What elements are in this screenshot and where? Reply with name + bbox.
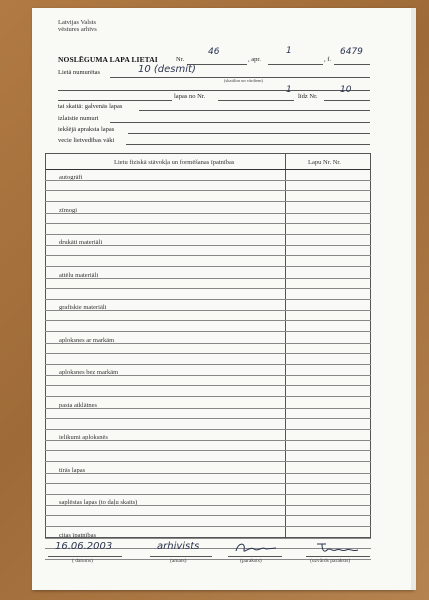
date-line: [48, 556, 122, 557]
table-row-rule: [45, 299, 371, 300]
name-caption: (uzvārds paraksts): [310, 558, 351, 564]
table-row-rule: [45, 331, 371, 332]
pages-prefix-line: [58, 100, 172, 101]
inventory-label: , apr.: [248, 56, 261, 63]
table-row-rule: [45, 408, 371, 409]
pages-from-label: lapas no Nr.: [174, 93, 206, 100]
inventory-line: [268, 64, 323, 65]
table-row-label: tīrās lapas: [59, 466, 86, 474]
sheet-edge: [411, 8, 416, 590]
table-row-rule: [45, 180, 371, 181]
numbered-label: Lietā numurētas: [58, 69, 101, 76]
skipped-numbers-label: izlaistie numuri: [58, 115, 99, 122]
inner-list-label: iekšējā apraksta lapas: [58, 126, 115, 133]
table-row-label: attēlu materiāli: [59, 271, 99, 279]
table-row-label: saplēstas lapas (to daļu skaits): [59, 499, 138, 506]
table-row-rule: [45, 213, 371, 214]
position-value: arhivists: [157, 541, 200, 552]
table-row-rule: [45, 364, 371, 365]
old-covers-label: vecie lietvedības vāki: [58, 137, 115, 144]
signature-mark: [232, 540, 278, 556]
fund-value: 6479: [340, 47, 363, 57]
table-row-label: pasta atklātnes: [59, 401, 98, 409]
pages-from-value: 1: [286, 85, 292, 95]
table-row-rule: [45, 505, 371, 506]
table-row-rule: [45, 526, 371, 527]
signature-caption: (paraksts): [240, 558, 262, 564]
table-header-rule: [46, 169, 370, 170]
table-row-rule: [45, 343, 371, 344]
date-value: 16.06.2003: [55, 541, 113, 552]
blank-line: [58, 90, 370, 91]
table-row-rule: [45, 515, 371, 516]
table-row-rule: [45, 201, 371, 202]
case-number-line: [187, 64, 247, 65]
archive-name-line1: Latvijas Valsts: [58, 19, 96, 26]
table-row-rule: [45, 310, 371, 311]
position-caption: (amats): [170, 558, 187, 564]
numbered-value: 10 (desmit): [138, 64, 196, 75]
table-row-rule: [45, 473, 371, 474]
pages-to-value: 10: [340, 85, 352, 95]
table-column-divider: [285, 154, 286, 537]
signature-line: [228, 556, 282, 557]
table-row-label: ielikumi aploksnēs: [59, 434, 108, 441]
table-header-pages: Lapu Nr. Nr.: [308, 159, 341, 166]
table-row-rule: [45, 255, 371, 256]
table-row-rule: [45, 450, 371, 451]
main-pages-line: [139, 110, 370, 111]
table-row-rule: [45, 483, 371, 484]
table-row-rule: [45, 223, 371, 224]
date-caption: ( datums): [72, 558, 93, 564]
table-row-rule: [45, 418, 371, 419]
table-row-rule: [45, 461, 371, 462]
fund-label: , f.: [324, 56, 332, 63]
inner-list-line: [128, 133, 370, 134]
table-row-rule: [45, 320, 371, 321]
table-row-rule: [45, 429, 371, 430]
numbered-hint: (skaitlim un vārdiem): [224, 78, 263, 83]
table-row-rule: [45, 190, 371, 191]
table-row-rule: [45, 245, 371, 246]
old-covers-line: [126, 144, 370, 145]
case-number-label: Nr.: [176, 56, 185, 63]
name-line: [306, 556, 370, 557]
table-row-label: aploksnes ar markām: [59, 336, 115, 344]
table-row-label: citas īpatnības: [59, 531, 97, 539]
table-row-rule: [45, 288, 371, 289]
name-signature-mark: [314, 540, 360, 556]
table-row-label: drukāti materiāli: [59, 239, 103, 246]
table-header-features: Lietu fiziskā stāvokļa un formēšanas īpatnības: [114, 159, 235, 166]
pages-to-label: līdz Nr.: [298, 93, 318, 100]
table-row-label: autogrāfi: [59, 174, 83, 181]
table-row-rule: [45, 266, 371, 267]
main-pages-label: tai skaitā: galvenās lapas: [58, 103, 123, 110]
table-row-label: grafiskie materiāli: [59, 304, 107, 311]
case-number-value: 46: [208, 47, 220, 57]
table-row-rule: [45, 538, 371, 539]
features-table: [45, 153, 371, 538]
pages-to-line: [324, 100, 370, 101]
archive-name-line2: vēstures arhīvs: [58, 26, 97, 33]
table-row-rule: [45, 234, 371, 235]
table-row-rule: [45, 278, 371, 279]
form-title: NOSLĒGUMA LAPA LIETAI: [58, 55, 158, 64]
table-row-rule: [45, 353, 371, 354]
inventory-value: 1: [286, 46, 292, 56]
fund-line: [334, 64, 370, 65]
table-row-label: aploksnes bez markām: [59, 369, 119, 376]
table-row-rule: [45, 396, 371, 397]
pages-from-line: [218, 100, 294, 101]
table-row-rule: [45, 375, 371, 376]
table-row-rule: [45, 494, 371, 495]
table-row-rule: [45, 385, 371, 386]
table-row-rule: [45, 440, 371, 441]
table-row-label: zīmogi: [59, 206, 78, 214]
position-line: [150, 556, 212, 557]
skipped-numbers-line: [110, 122, 370, 123]
